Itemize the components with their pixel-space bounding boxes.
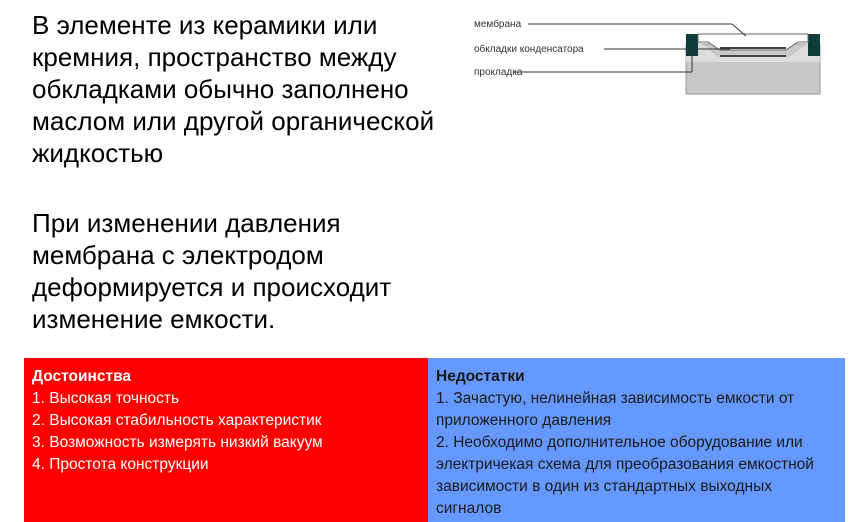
spacer-left (686, 34, 698, 56)
disadvantages-list (436, 388, 837, 520)
advantages-list (32, 388, 420, 476)
disadvantages-title: Недостатки (436, 368, 525, 385)
advantages-title: Достоинства (32, 368, 132, 385)
advantages-panel (24, 358, 428, 522)
list-item: 2. Высокая стабильность характеристик (32, 412, 322, 429)
disadvantages-panel (428, 358, 845, 522)
label-capacitor-plates: обкладки конденсатора (474, 44, 584, 55)
list-item: 1. Зачастую, нелинейная зависимость емкости от приложенного давления (436, 390, 795, 429)
spacer-right (808, 34, 820, 56)
label-spacer: прокладка (474, 67, 523, 78)
list-item: 3. Возможность измерять низкий вакуум (32, 434, 323, 451)
list-item: 1. Высокая точность (32, 390, 180, 407)
paragraph-pressure-change: При изменении давления мембрана с электродом деформируется и происходит изменение емкости. (32, 208, 392, 334)
label-membrane: мембрана (474, 19, 522, 30)
paragraph-ceramic-element: В элементе из керамики или кремния, пространство между обкладками обычно заполнено маслом или другой органической жидкостью (32, 10, 435, 168)
list-item: 2. Необходимо дополнительное оборудование или электричекая схема для преобразования емкостной зависимости в один из стандартных выходных сигналов (436, 434, 814, 517)
list-item: 4. Простота конструкции (32, 456, 209, 473)
capacitive-sensor-diagram (470, 12, 830, 102)
